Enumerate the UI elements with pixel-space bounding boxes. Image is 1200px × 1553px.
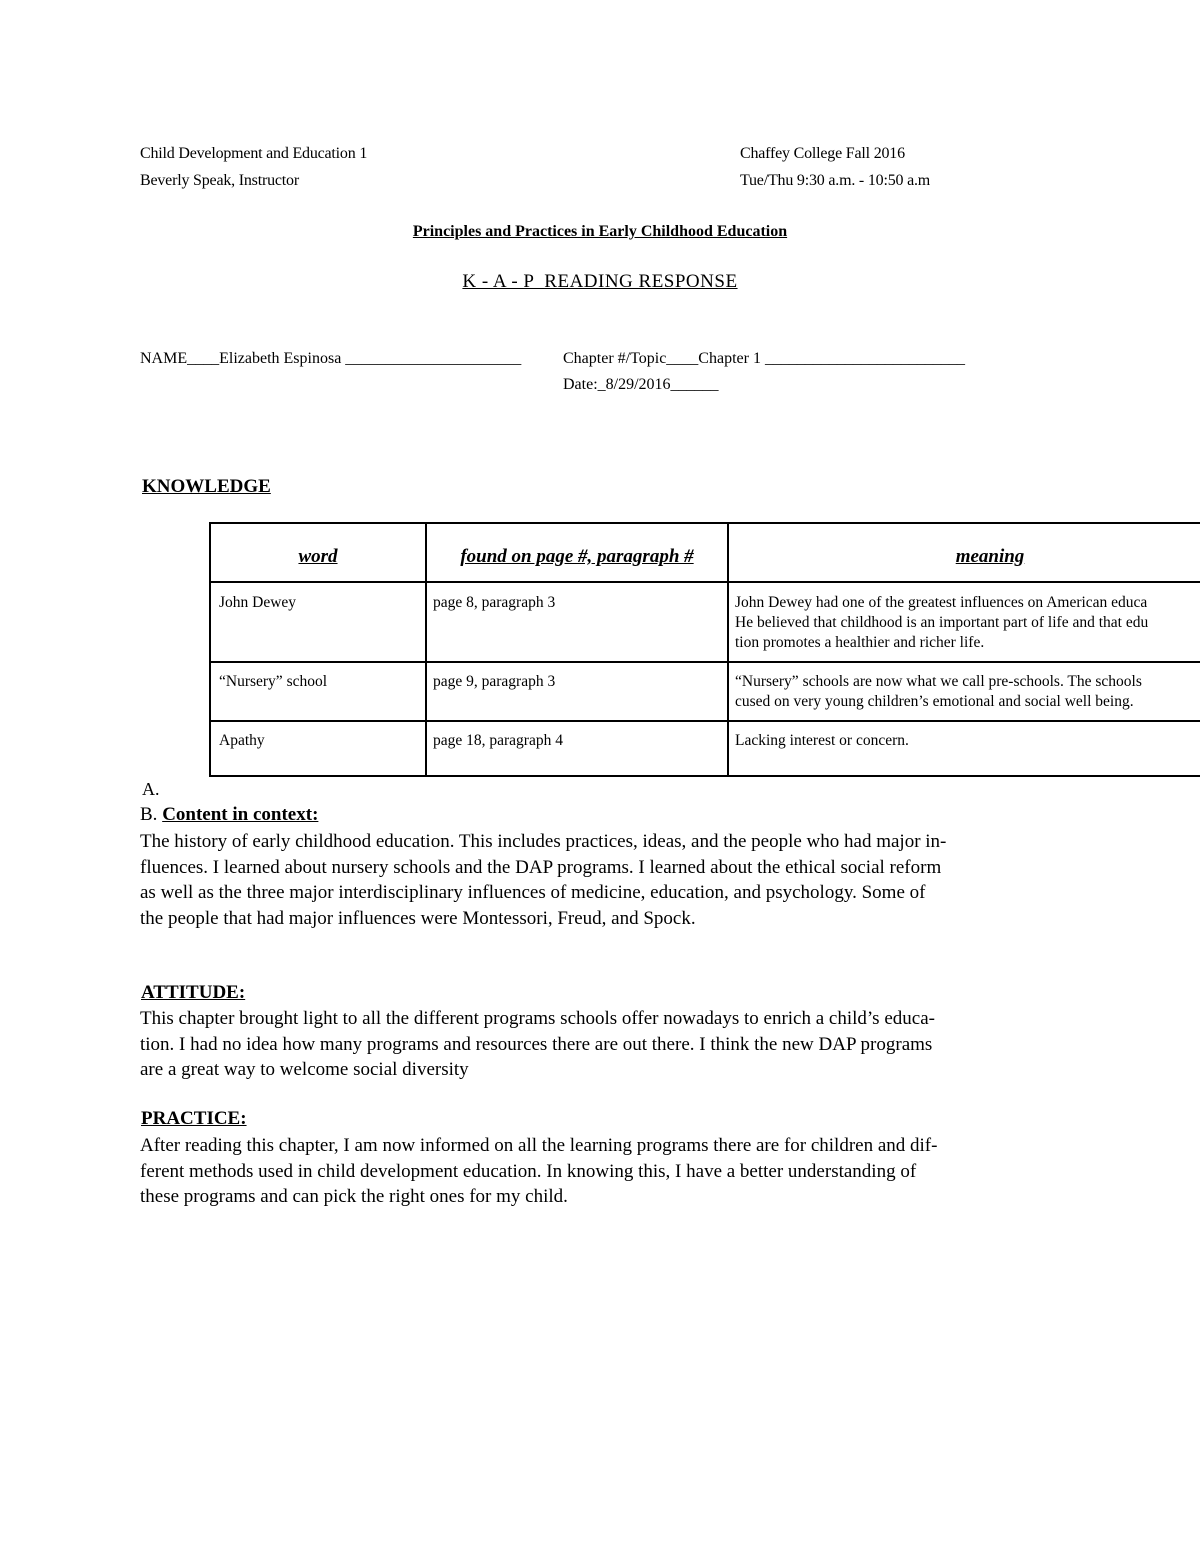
paragraph-line: the people that had major influences were Montessori, Freud, and Spock. xyxy=(140,907,696,929)
attitude-text xyxy=(140,1006,1060,1083)
header-meaning: meaning xyxy=(955,546,1025,567)
class-schedule: Tue/Thu 9:30 a.m. - 10:50 a.m xyxy=(740,172,931,189)
cell-meaning-line: “Nursery” schools are now what we call pre-schools. The schools xyxy=(735,673,1142,690)
instructor-name: Beverly Speak, Instructor xyxy=(140,172,299,189)
paragraph-line: fluences. I learned about nursery schools and the DAP programs. I learned about the ethical social reform xyxy=(140,856,942,878)
paragraph-line: as well as the three major interdisciplinary influences of medicine, education, and psychology. Some of xyxy=(140,882,926,903)
paragraph-line: are a great way to welcome social diversity xyxy=(140,1059,469,1080)
cell-word: Apathy xyxy=(219,732,265,749)
cell-meaning-line: cused on very young children’s emotional and social well being. xyxy=(735,693,1134,710)
cell-meaning-line: John Dewey had one of the greatest influences on American educa xyxy=(735,594,1148,611)
practice-heading: PRACTICE: xyxy=(141,1108,247,1129)
cell-meaning-line: He believed that childhood is an important part of life and that edu xyxy=(735,614,1149,631)
table-row xyxy=(211,722,1200,777)
document-subtitle: K - A - P READING RESPONSE xyxy=(462,271,738,292)
college-term: Chaffey College Fall 2016 xyxy=(740,145,905,162)
chapter-field: Chapter #/Topic____Chapter 1 _________________________ xyxy=(563,350,965,367)
cell-meaning-line: tion promotes a healthier and richer life. xyxy=(735,634,985,651)
header-location: found on page #, paragraph # xyxy=(460,546,694,567)
item-a-marker: A. xyxy=(142,779,160,799)
cell-word: “Nursery” school xyxy=(219,673,328,690)
knowledge-heading: KNOWLEDGE xyxy=(142,476,271,497)
date-field: Date:_8/29/2016______ xyxy=(563,376,719,393)
paragraph-line: ferent methods used in child development education. In knowing this, I have a better understanding of xyxy=(140,1160,917,1182)
item-b-marker: B. xyxy=(140,804,163,825)
paragraph-line: these programs and can pick the right ones for my child. xyxy=(140,1186,568,1207)
table-row xyxy=(211,663,1200,722)
paragraph-line: This chapter brought light to all the different programs schools offer nowadays to enrich a child’s educa- xyxy=(140,1008,935,1029)
cell-meaning-line: Lacking interest or concern. xyxy=(735,732,909,749)
table-row xyxy=(211,583,1200,663)
content-in-context-heading xyxy=(140,804,318,826)
content-in-context-label: Content in context: xyxy=(162,804,319,825)
paragraph-line: tion. I had no idea how many programs and resources there are out there. I think the new DAP programs xyxy=(140,1033,933,1055)
cell-word: John Dewey xyxy=(219,594,297,611)
table-header-row xyxy=(211,524,1200,583)
practice-text xyxy=(140,1133,1060,1210)
cell-location: page 9, paragraph 3 xyxy=(433,673,556,690)
course-name: Child Development and Education 1 xyxy=(140,145,368,162)
cell-location: page 8, paragraph 3 xyxy=(433,594,556,611)
name-field: NAME____Elizabeth Espinosa ______________________ xyxy=(140,350,522,367)
document-title: Principles and Practices in Early Childhood Education xyxy=(412,223,788,240)
cell-location: page 18, paragraph 4 xyxy=(433,732,563,749)
paragraph-line: After reading this chapter, I am now informed on all the learning programs there are for children and dif- xyxy=(140,1135,938,1156)
paragraph-line: The history of early childhood education. This includes practices, ideas, and the people who had major in- xyxy=(140,831,947,852)
knowledge-table xyxy=(209,522,1200,777)
content-in-context-text xyxy=(140,829,1060,931)
attitude-heading: ATTITUDE: xyxy=(141,982,246,1003)
header-word: word xyxy=(298,546,338,567)
